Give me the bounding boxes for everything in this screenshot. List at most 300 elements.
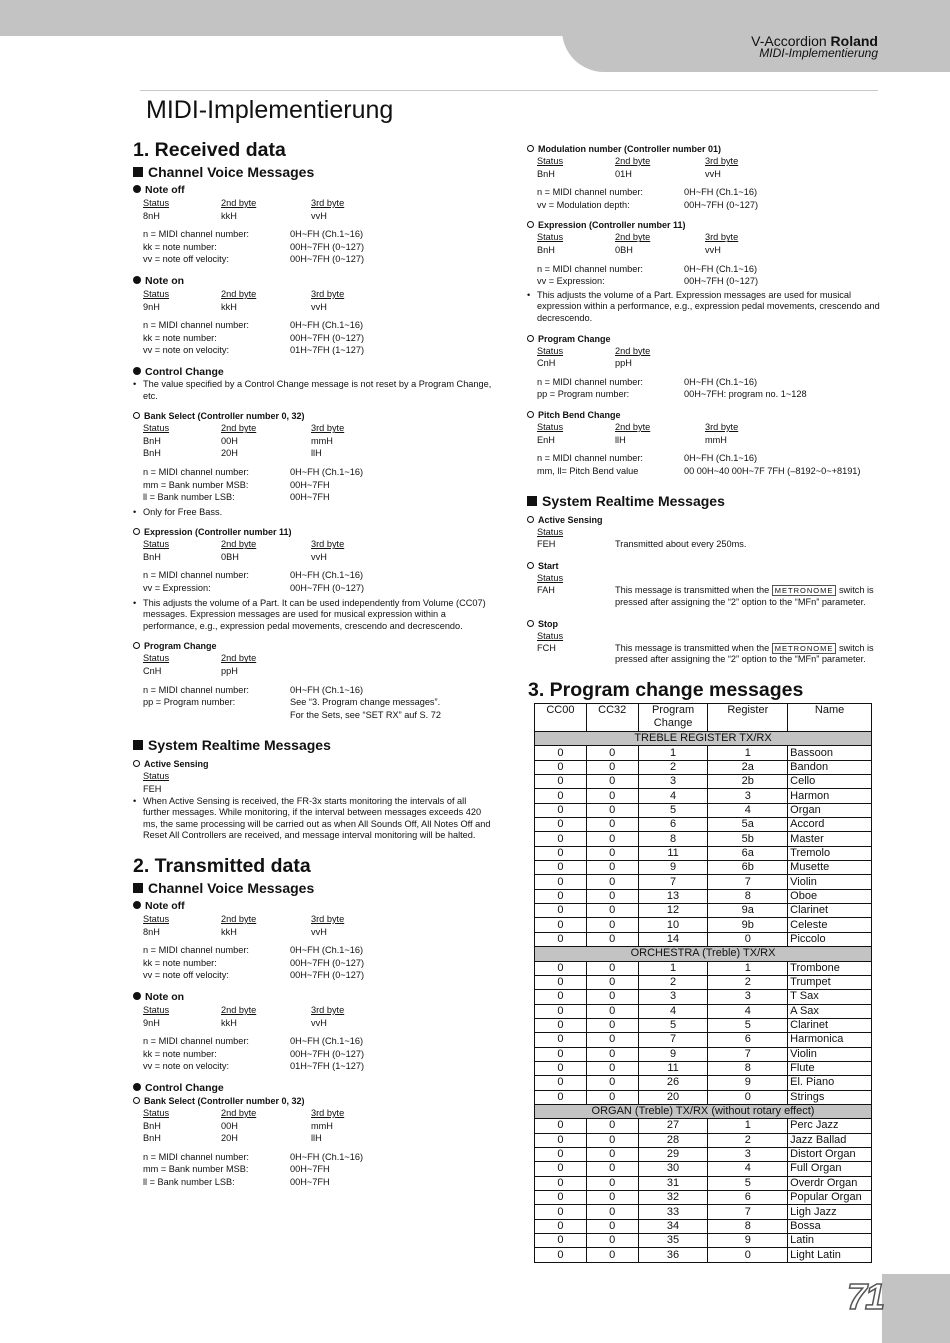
table-cell: Harmonica: [788, 1033, 872, 1047]
section-title: 1. Received data: [133, 139, 286, 161]
byte-value: ppH: [221, 666, 238, 677]
byte-value: vvH: [311, 926, 327, 937]
definition-value: 00H~7FH (0~127): [290, 332, 365, 343]
controller-title: [527, 333, 887, 345]
byte-value: 20H: [221, 1133, 238, 1144]
note-bullet: • The value specified by a Control Change message is not reset by a Program Change, etc.: [133, 379, 493, 402]
table-cell: 0: [586, 1133, 638, 1147]
table-cell: 0: [586, 1047, 638, 1061]
controller-title: [527, 618, 887, 630]
definition-term: n = MIDI channel number:: [143, 570, 249, 581]
table-cell: 5a: [708, 818, 788, 832]
table-cell: 0: [535, 1047, 587, 1061]
byte-header: 2nd byte: [615, 156, 651, 166]
message-label: Note on: [145, 990, 185, 1003]
definition-value: 01H~7FH (1~127): [290, 1061, 365, 1072]
table-cell: 0: [535, 861, 587, 875]
controller-title: [133, 410, 493, 422]
spacer: [527, 211, 887, 215]
open-circle-icon: [133, 1097, 140, 1104]
table-cell: 9: [638, 861, 708, 875]
table-cell: 27: [638, 1119, 708, 1133]
table-cell: 0: [535, 904, 587, 918]
table-cell: 0: [535, 1176, 587, 1190]
byte-value: vvH: [705, 244, 721, 255]
table-cell: 4: [638, 789, 708, 803]
byte-value: vvH: [311, 1017, 327, 1028]
table-cell: El. Piano: [788, 1076, 872, 1090]
table-cell: 0: [535, 1033, 587, 1047]
table-cell: 6: [708, 1033, 788, 1047]
table-cell: 0: [535, 875, 587, 889]
table-cell: 0: [586, 832, 638, 846]
table-cell: 0: [535, 1162, 587, 1176]
table-cell: 2: [708, 1133, 788, 1147]
message-post: switch is pressed after assigning the “2” option to the “MFn” parameter.: [615, 585, 874, 607]
open-circle-icon: [527, 562, 534, 569]
table-cell: 0: [586, 818, 638, 832]
message-row: [527, 643, 887, 666]
controller-title: [527, 143, 887, 155]
byte-header: 3rd byte: [311, 288, 345, 299]
table-cell: 5: [708, 1176, 788, 1190]
spacer: [527, 608, 887, 614]
subsection-title: [133, 163, 493, 181]
byte-header: 3rd byte: [311, 198, 345, 208]
byte-value: 0BH: [221, 551, 239, 562]
table-cell: 0: [535, 1004, 587, 1018]
definition-row: [133, 319, 493, 332]
table-cell: 2: [638, 760, 708, 774]
table-cell: 0: [586, 1119, 638, 1133]
definition-value: 0H~FH (Ch.1~16): [290, 466, 364, 477]
byte-value: CnH: [143, 666, 162, 677]
table-cell: 35: [638, 1234, 708, 1248]
byte-row: [527, 357, 887, 370]
table-cell: 12: [638, 904, 708, 918]
table-cell: 9: [708, 1234, 788, 1248]
byte-header-row: [527, 421, 887, 434]
table-cell: 34: [638, 1219, 708, 1233]
table-cell: Harmon: [788, 789, 872, 803]
table-cell: 0: [586, 932, 638, 946]
group-row: [535, 947, 872, 961]
spacer: [527, 401, 887, 405]
subsection-label: Channel Voice Messages: [148, 879, 315, 896]
byte-header: 3rd byte: [311, 913, 345, 924]
byte-value: vvH: [705, 168, 721, 179]
definition-term: mm = Bank number MSB:: [143, 479, 249, 490]
table-cell: 8: [708, 889, 788, 903]
table-cell: 0: [586, 1176, 638, 1190]
byte-value: EnH: [537, 434, 555, 445]
table-cell: 0: [586, 904, 638, 918]
byte-value: 00H: [221, 435, 238, 446]
table-cell: 6a: [708, 846, 788, 860]
table-cell: 0: [535, 932, 587, 946]
spacer: [133, 721, 493, 735]
definition-value: 0H~FH (Ch.1~16): [290, 570, 364, 581]
table-row: [535, 1248, 872, 1262]
table-cell: 0: [535, 746, 587, 760]
table-row: [535, 1033, 872, 1047]
table-cell: 3: [708, 789, 788, 803]
byte-header: Status: [537, 156, 564, 166]
definition-row: [133, 569, 493, 582]
controller-title: [527, 560, 887, 572]
definition-value: 00H~7FH (0~127): [290, 957, 365, 968]
open-circle-icon: [527, 145, 534, 152]
message-title: [133, 184, 493, 197]
table-row: [535, 1047, 872, 1061]
definition-value: 01H~7FH (1~127): [290, 345, 365, 356]
byte-header-row: [133, 1004, 493, 1017]
definition-row: [527, 452, 887, 465]
byte-value: vvH: [311, 551, 327, 562]
controller-label: Stop: [538, 619, 558, 630]
table-cell: 9: [638, 1047, 708, 1061]
subsection-label: System Realtime Messages: [148, 737, 331, 754]
definition-term: kk = note number:: [143, 957, 217, 968]
byte-value: llH: [311, 1133, 322, 1144]
byte-value: kkH: [221, 926, 237, 937]
table-cell: 5: [638, 803, 708, 817]
table-row: [535, 918, 872, 932]
byte-value: llH: [311, 448, 322, 459]
byte-row: [133, 783, 493, 796]
message-label: Control Change: [145, 1081, 224, 1094]
definition-value: 00H~7FH: [290, 1164, 330, 1175]
definition-term: pp = Program number:: [143, 697, 236, 708]
table-cell: 0: [586, 990, 638, 1004]
definition-term: vv = note on velocity:: [143, 345, 230, 356]
table-cell: 11: [638, 846, 708, 860]
message-text: [615, 585, 887, 608]
byte-header-row: [527, 526, 887, 539]
table-cell: 0: [535, 1234, 587, 1248]
byte-header-row: [133, 422, 493, 435]
table-cell: 3: [638, 775, 708, 789]
table-row: [535, 803, 872, 817]
definition-value: 0H~FH (Ch.1~16): [684, 376, 758, 387]
definition-row: [527, 376, 887, 389]
definition-row: [133, 696, 493, 709]
definition-value: 0H~FH (Ch.1~16): [290, 229, 364, 240]
byte-header: 2nd byte: [221, 539, 257, 550]
table-cell: 3: [708, 990, 788, 1004]
definition-value: 00 00H~40 00H~7F 7FH (–8192~0~+8191): [684, 465, 861, 476]
controller-label: Bank Select (Controller number 0, 32): [144, 411, 305, 422]
column-header: Register: [708, 704, 788, 732]
table-cell: 0: [535, 961, 587, 975]
filled-circle-icon: [133, 276, 141, 284]
spacer: [133, 632, 493, 636]
group-row: [535, 1104, 872, 1118]
table-cell: Musette: [788, 861, 872, 875]
byte-row: [133, 1017, 493, 1030]
table-row: [535, 760, 872, 774]
spacer: [133, 266, 493, 272]
table-cell: 3: [638, 990, 708, 1004]
table-row: [535, 932, 872, 946]
table-cell: 4: [708, 1162, 788, 1176]
table-header-row: [535, 704, 872, 732]
note-bullet: • Only for Free Bass.: [133, 507, 493, 519]
definition-row: [133, 684, 493, 697]
definition-term: ll = Bank number LSB:: [143, 1176, 235, 1187]
open-circle-icon: [133, 412, 140, 419]
filled-circle-icon: [133, 992, 141, 1000]
table-cell: 4: [638, 1004, 708, 1018]
table-cell: 1: [638, 746, 708, 760]
table-cell: 0: [586, 1205, 638, 1219]
definition-value: For the Sets, see “SET RX” auf S. 72: [290, 709, 441, 720]
table-cell: 30: [638, 1162, 708, 1176]
definition-term: [143, 709, 290, 722]
table-cell: 8: [708, 1219, 788, 1233]
program-change-table: [534, 703, 872, 1263]
group-name: ORGAN (Treble) TX/RX (without rotary effect): [535, 1104, 872, 1118]
definition-term: n = MIDI channel number:: [537, 263, 643, 274]
open-circle-icon: [133, 642, 140, 649]
definition-row: [527, 275, 887, 288]
table-cell: 9b: [708, 918, 788, 932]
byte-header-row: [133, 652, 493, 665]
byte-header: 2nd byte: [615, 232, 651, 243]
definition-value: 00H~7FH (0~127): [290, 1048, 365, 1059]
byte-header: 3rd byte: [311, 1004, 345, 1015]
byte-header: 2nd byte: [221, 653, 257, 664]
table-cell: Tremolo: [788, 846, 872, 860]
byte-row: [527, 244, 887, 257]
table-cell: 9a: [708, 904, 788, 918]
byte-value: mmH: [705, 434, 727, 445]
definition-value: 0H~FH (Ch.1~16): [684, 263, 758, 274]
column-header: CC32: [586, 704, 638, 732]
byte-header-row: [527, 231, 887, 244]
definition-term: n = MIDI channel number:: [143, 945, 249, 956]
definition-value: 0H~FH (Ch.1~16): [290, 945, 364, 956]
byte-header: Status: [143, 198, 170, 208]
table-row: [535, 1147, 872, 1161]
table-cell: 0: [586, 803, 638, 817]
definition-term: n = MIDI channel number:: [143, 1151, 249, 1162]
byte-header-row: [527, 572, 887, 585]
message-title: [133, 900, 493, 913]
column-header: Program Change: [638, 704, 708, 732]
byte-row: [133, 1132, 493, 1145]
table-cell: 0: [586, 1234, 638, 1248]
byte-row: [133, 551, 493, 564]
table-row: [535, 775, 872, 789]
byte-header: 3rd byte: [705, 421, 739, 432]
table-cell: 0: [535, 1090, 587, 1104]
table-cell: 0: [586, 1033, 638, 1047]
table-cell: 0: [586, 1061, 638, 1075]
left-column: [133, 138, 493, 1188]
table-row: [535, 1219, 872, 1233]
table-cell: 0: [586, 1004, 638, 1018]
table-row: [535, 1090, 872, 1104]
table-cell: 0: [586, 1018, 638, 1032]
byte-header-row: [527, 345, 887, 358]
byte-row: [133, 1120, 493, 1133]
table-cell: 0: [586, 1219, 638, 1233]
table-cell: 0: [586, 961, 638, 975]
controller-title: [527, 409, 887, 421]
table-cell: 31: [638, 1176, 708, 1190]
byte-header: Status: [537, 345, 564, 356]
note-bullet: • When Active Sensing is received, the FR-3x starts monitoring the intervals of all further messages. While monitoring, if the interval between messages exceeds 420 ms, the same processing will be carried out as when All Sounds Off, All Notes Off and Reset All Controllers are received, and message interval monitoring will be halted.: [133, 796, 493, 842]
definition-row: [133, 479, 493, 492]
open-circle-icon: [527, 516, 534, 523]
byte-value: llH: [615, 434, 626, 445]
table-cell: Celeste: [788, 918, 872, 932]
definition-term: vv = Expression:: [143, 583, 211, 594]
byte-value: mmH: [311, 435, 333, 446]
byte-value: kkH: [221, 301, 237, 312]
title-rule: [140, 90, 878, 91]
byte-header: Status: [537, 232, 564, 243]
definition-row: [527, 388, 887, 401]
square-bullet-icon: [133, 883, 143, 893]
table-cell: 0: [535, 1018, 587, 1032]
subsection-title: [133, 879, 493, 897]
open-circle-icon: [527, 620, 534, 627]
table-cell: 0: [535, 1133, 587, 1147]
byte-header: Status: [143, 288, 170, 299]
table-cell: 0: [586, 1147, 638, 1161]
table-row: [535, 1004, 872, 1018]
table-cell: Cello: [788, 775, 872, 789]
table-row: [535, 889, 872, 903]
byte-value: kkH: [221, 210, 237, 221]
table-cell: 0: [586, 760, 638, 774]
definition-value: 0H~FH (Ch.1~16): [290, 684, 364, 695]
table-row: [535, 746, 872, 760]
table-cell: 0: [586, 918, 638, 932]
table-cell: Piccolo: [788, 932, 872, 946]
table-cell: 0: [535, 1119, 587, 1133]
controller-title: [527, 514, 887, 526]
byte-value: BnH: [143, 435, 161, 446]
definition-value: 0H~FH (Ch.1~16): [290, 320, 364, 331]
message-label: Note off: [145, 899, 185, 912]
filled-circle-icon: [133, 1083, 141, 1091]
table-cell: 0: [586, 875, 638, 889]
square-bullet-icon: [527, 496, 537, 506]
table-cell: 8: [638, 832, 708, 846]
table-cell: 4: [708, 1004, 788, 1018]
table-cell: 29: [638, 1147, 708, 1161]
controller-label: Bank Select (Controller number 0, 32): [144, 1095, 305, 1106]
byte-header: Status: [143, 1004, 170, 1015]
byte-header: 2nd byte: [221, 423, 257, 434]
byte-header: 3rd byte: [705, 156, 739, 166]
table-row: [535, 832, 872, 846]
byte-row: [527, 168, 887, 181]
definition-row: [527, 263, 887, 276]
controller-title: [133, 758, 493, 770]
table-cell: 28: [638, 1133, 708, 1147]
byte-row: [133, 210, 493, 223]
table-cell: Bassoon: [788, 746, 872, 760]
controller-label: Start: [538, 561, 559, 572]
table-cell: 2a: [708, 760, 788, 774]
filled-circle-icon: [133, 367, 141, 375]
filled-circle-icon: [133, 185, 141, 193]
table-cell: 7: [708, 1205, 788, 1219]
definition-row: [133, 1151, 493, 1164]
definition-value: 0H~FH (Ch.1~16): [684, 453, 758, 464]
definition-term: ll = Bank number LSB:: [143, 492, 235, 503]
byte-row: [133, 665, 493, 678]
byte-header: Status: [143, 539, 170, 550]
definition-row: [527, 186, 887, 199]
definition-value: 00H~7FH (0~127): [290, 241, 365, 252]
subsection-title: [527, 492, 887, 510]
table-row: [535, 789, 872, 803]
table-cell: Distort Organ: [788, 1147, 872, 1161]
byte-row: [133, 301, 493, 314]
table-cell: Organ: [788, 803, 872, 817]
table-cell: 20: [638, 1090, 708, 1104]
definition-term: vv = note off velocity:: [143, 970, 229, 981]
table-cell: 0: [586, 775, 638, 789]
definition-row: [133, 582, 493, 595]
table-cell: 1: [638, 961, 708, 975]
table-cell: 1: [708, 1119, 788, 1133]
controller-label: Active Sensing: [538, 515, 603, 526]
controller-label: Expression (Controller number 11): [144, 527, 292, 538]
byte-header-row: [527, 155, 887, 168]
definition-term: n = MIDI channel number:: [537, 453, 643, 464]
byte-row: [133, 926, 493, 939]
byte-header: 3rd byte: [311, 1107, 345, 1118]
table-row: [535, 1076, 872, 1090]
definition-term: vv = Modulation depth:: [537, 199, 630, 210]
definition-row: [133, 1176, 493, 1189]
byte-header-row: [133, 1107, 493, 1120]
table-cell: Violin: [788, 875, 872, 889]
message-text: [615, 643, 887, 666]
square-bullet-icon: [133, 167, 143, 177]
byte-header: 3rd byte: [311, 423, 345, 434]
definition-value: See “3. Program change messages”.: [290, 697, 441, 708]
definition-row: [133, 491, 493, 504]
group-name: ORCHESTRA (Treble) TX/RX: [535, 947, 872, 961]
table-cell: Latin: [788, 1234, 872, 1248]
definition-value: 00H~7FH (0~127): [684, 276, 759, 287]
table-cell: Trumpet: [788, 975, 872, 989]
table-cell: 0: [535, 846, 587, 860]
definition-value: 00H~7FH: [290, 1176, 330, 1187]
table-cell: 0: [586, 861, 638, 875]
byte-header: Status: [143, 913, 170, 924]
definition-value: 00H~7FH (0~127): [290, 583, 365, 594]
table-cell: 0: [708, 1090, 788, 1104]
table-cell: 0: [586, 789, 638, 803]
table-cell: 0: [535, 918, 587, 932]
definition-row: [527, 465, 887, 478]
byte-value: vvH: [311, 301, 327, 312]
byte-header: Status: [537, 573, 564, 584]
table-row: [535, 904, 872, 918]
spacer: [527, 550, 887, 556]
table-cell: 0: [586, 975, 638, 989]
open-circle-icon: [527, 335, 534, 342]
byte-value: BnH: [143, 448, 161, 459]
